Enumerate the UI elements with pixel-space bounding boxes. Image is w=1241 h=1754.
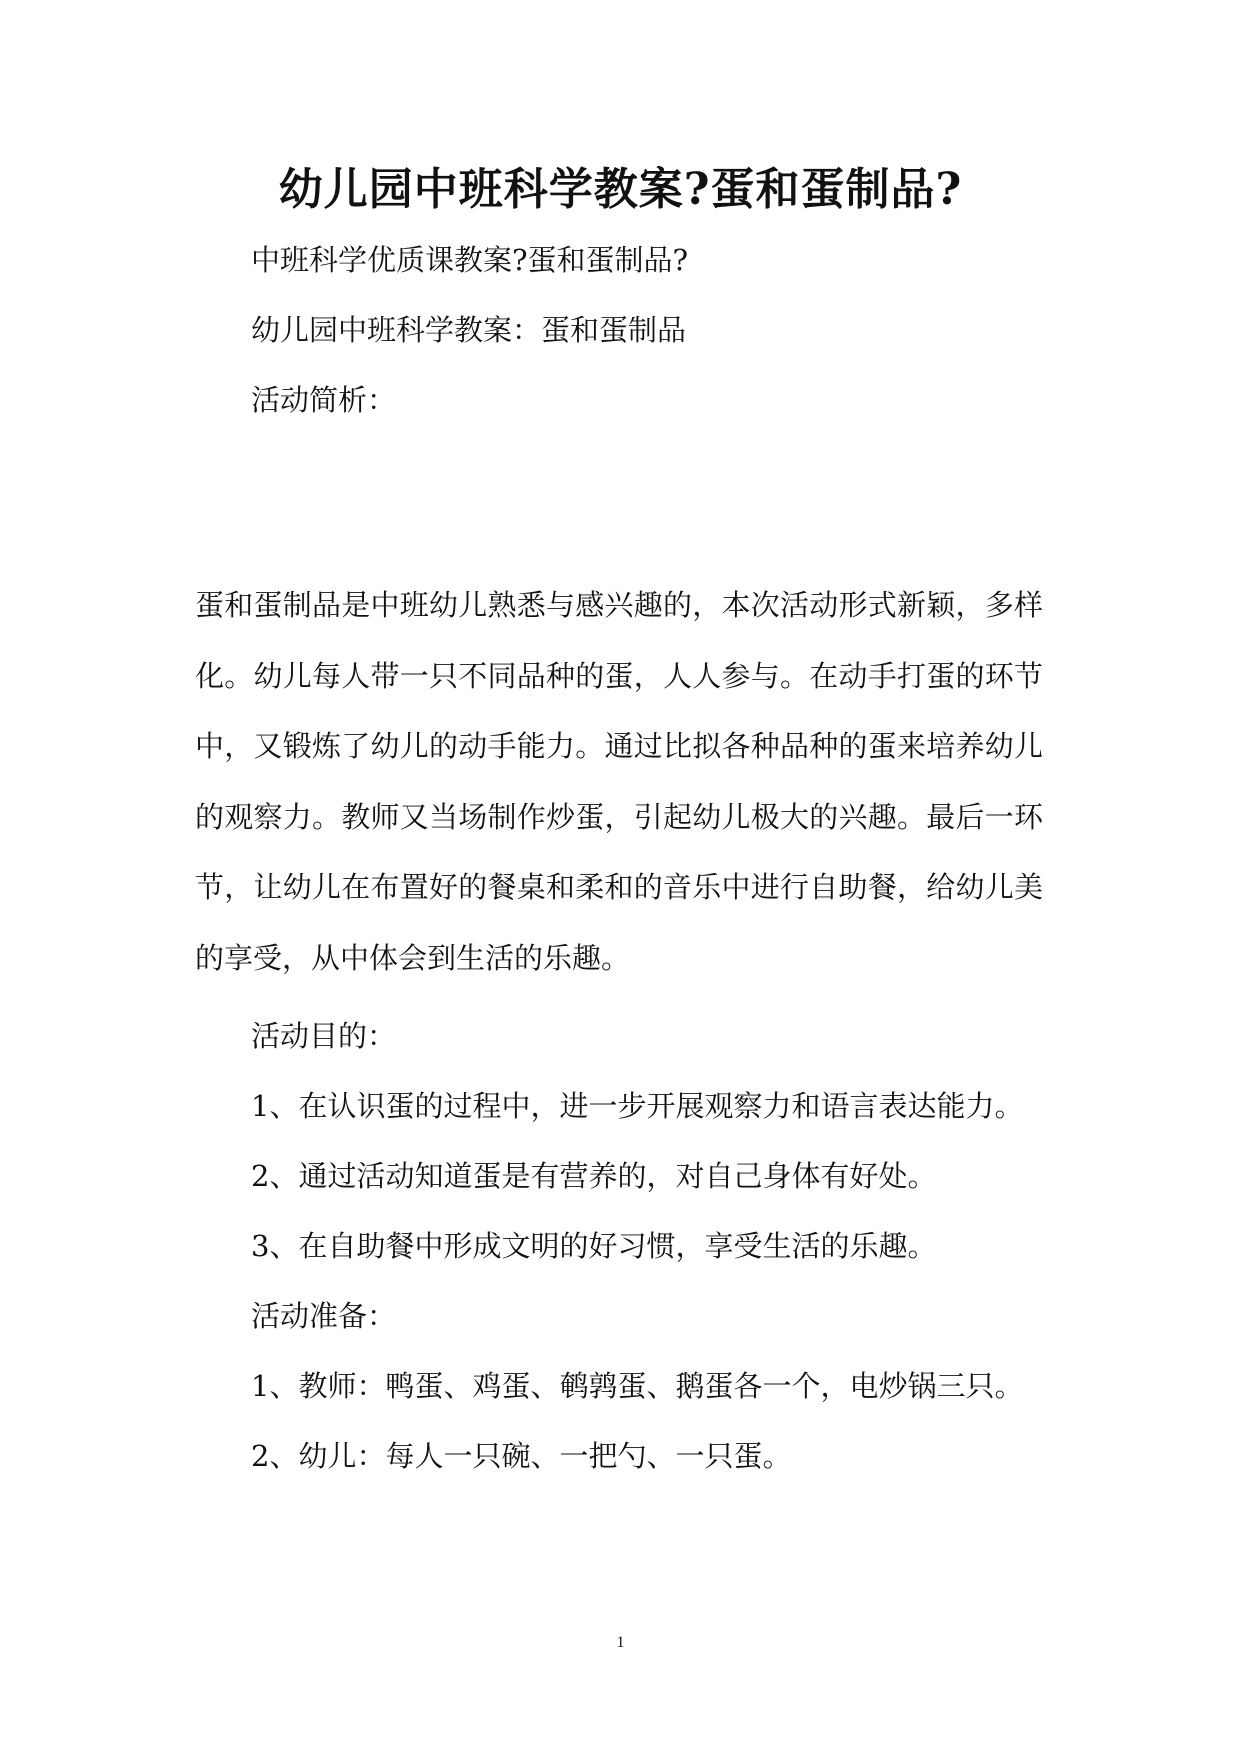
analysis-paragraph: 蛋和蛋制品是中班幼儿熟悉与感兴趣的，本次活动形式新颖，多样化。幼儿每人带一只不同品种的蛋，人人参与。在动手打蛋的环节中，又锻炼了幼儿的动手能力。通过比拟各种品种的蛋来培养幼儿的观察力。教师又当场制作炒蛋，引起幼儿极大的兴趣。最后一环节，让幼儿在布置好的餐桌和柔和的音乐中进行自助餐，给幼儿美的享受，从中体会到生活的乐趣。 (195, 588, 1043, 975)
goal-item: 1、在认识蛋的过程中，进一步开展观察力和语言表达能力。 (251, 1089, 1024, 1123)
goals-label: 活动目的： (251, 1019, 397, 1053)
analysis-label: 活动简析： (251, 383, 397, 417)
page-number: 1 (616, 1634, 625, 1651)
prep-item: 1、教师：鸭蛋、鸡蛋、鹌鹑蛋、鹅蛋各一个，电炒锅三只。 (251, 1369, 1024, 1403)
subtitle: 中班科学优质课教案?蛋和蛋制品? (251, 243, 689, 277)
prep-item: 2、幼儿：每人一只碗、一把勺、一只蛋。 (251, 1439, 792, 1473)
prep-label: 活动准备： (251, 1299, 397, 1333)
section-heading: 幼儿园中班科学教案：蛋和蛋制品 (251, 313, 687, 347)
goal-item: 2、通过活动知道蛋是有营养的，对自己身体有好处。 (251, 1159, 937, 1193)
goal-item: 3、在自助餐中形成文明的好习惯，享受生活的乐趣。 (251, 1229, 937, 1263)
document-title: 幼儿园中班科学教案?蛋和蛋制品? (278, 164, 963, 215)
